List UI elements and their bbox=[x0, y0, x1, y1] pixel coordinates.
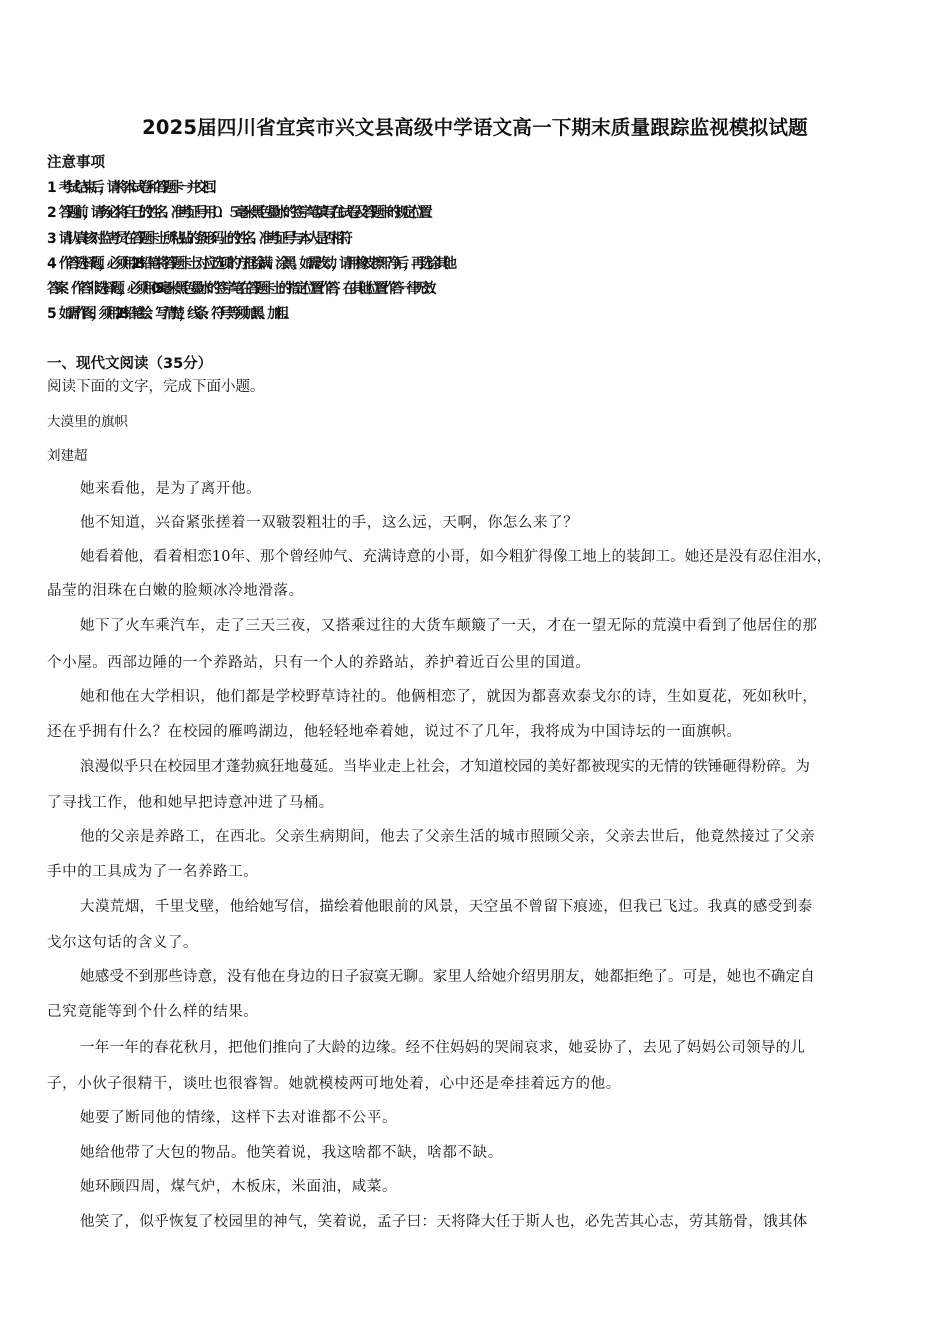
article-line: 她环顾四周，煤气炉，木板床，米面油，咸菜。 bbox=[80, 1179, 398, 1195]
article-line: 大漠荒烟，千里戈壁，他给她写信，描绘着他眼前的风景，天空虽不曾留下痕迹，但我已飞过。我真的感受到泰 bbox=[80, 899, 813, 915]
article-line: 了寻找工作，他和她早把诗意冲进了马桶。 bbox=[47, 795, 334, 811]
article-line: 他笑了，似乎恢复了校园里的神气，笑着说，孟子曰：天将降大任于斯人也，必先苦其心志，劳其筋骨，饿其体 bbox=[80, 1214, 808, 1230]
article-title: 大漠里的旗帜 bbox=[47, 414, 128, 430]
notice-heading: 注意事项 bbox=[47, 155, 105, 171]
notice-line: 4．作答选择题，必须用2B铅笔将答题卡上对应选项的方框涂满、涂黑；如需改动，请用橡皮擦干净后，再选涂其他 bbox=[47, 256, 452, 272]
article-line: 还在乎拥有什么？在校园的雁鸣湖边，他轻轻地牵着她，说过不了几年，我将成为中国诗坛的一面旗帜。 bbox=[47, 724, 742, 740]
article-line: 个小屋。西部边陲的一个养路站，只有一个人的养路站，养护着近百公里的国道。 bbox=[47, 655, 591, 671]
section-heading: 一、现代文阅读（35分） bbox=[47, 356, 213, 372]
article-line: 他不知道，兴奋紧张搓着一双皲裂粗壮的手，这么远，天啊，你怎么来了？ bbox=[80, 515, 579, 531]
page-title: 2025届四川省宜宾市兴文县高级中学语文高一下期末质量跟踪监视模拟试题 bbox=[142, 116, 808, 139]
article-line: 她和他在大学相识，他们都是学校野草诗社的。他俩相恋了，就因为都喜欢泰戈尔的诗，生如夏花，死如秋叶， bbox=[80, 689, 818, 705]
article-line: 她给他带了大包的物品。他笑着说，我这啥都不缺，啥都不缺。 bbox=[80, 1145, 503, 1161]
article-line: 子，小伙子很精干，谈吐也很睿智。她就模棱两可地处着，心中还是牵挂着远方的他。 bbox=[47, 1076, 621, 1092]
notice-line: 答案．作答非选择题，必须用05毫米黑色墨水的签字笔在答题卡上的指定位置作答，在其他位置作答一律无效． bbox=[47, 281, 439, 297]
notice-line: 2．答题前，请务必将自己的姓名、准考证号用０．５毫米黑色墨水的签字笔填写在试卷及答题卡的规定位置． bbox=[47, 205, 435, 221]
notice-line: 1．考试结束后，请将本试卷和答题卡一并交回． bbox=[47, 180, 219, 196]
reading-instruction: 阅读下面的文字，完成下面小题。 bbox=[47, 379, 265, 395]
notice-line: 5．如需作图，须用2B铅笔绘、写清楚，线条、符号等须加黑、加粗． bbox=[47, 306, 292, 322]
article-line: 她来看他，是为了离开他。 bbox=[80, 481, 262, 497]
article-line: 戈尔这句话的含义了。 bbox=[47, 935, 198, 951]
article-line: 浪漫似乎只在校园里才蓬勃疯狂地蔓延。当毕业走上社会，才知道校园的美好都被现实的无情的铁锤砸得粉碎。为 bbox=[80, 759, 810, 775]
article-line: 手中的工具成为了一名养路工。 bbox=[47, 864, 259, 880]
article-line: 她下了火车乘汽车，走了三天三夜，又搭乘过往的大货车颠簸了一天，才在一望无际的荒漠中看到了他居住的那 bbox=[80, 618, 818, 634]
article-line: 她要了断同他的情缘，这样下去对谁都不公平。 bbox=[80, 1110, 398, 1126]
article-author: 刘建超 bbox=[47, 448, 88, 464]
article-line: 一年一年的春花秋月，把他们推向了大龄的边缘。经不住妈妈的哭闹哀求，她妥协了，去见了妈妈公司领导的儿 bbox=[80, 1040, 806, 1056]
article-line: 她感受不到那些诗意，没有他在身边的日子寂寞无聊。家里人给她介绍男朋友，她都拒绝了。可是，她也不确定自 bbox=[80, 969, 815, 985]
notice-line: 3．请认真核对监考员在答题卡上所粘贴的条形码上的姓名、准考证号与本人是否相符． bbox=[47, 231, 355, 247]
article-line: 己究竟能等到个什么样的结果。 bbox=[47, 1004, 259, 1020]
article-line: 她看着他，看着相恋10年、那个曾经帅气、充满诗意的小哥，如今粗犷得像工地上的装卸工。她还是没有忍住泪水， bbox=[80, 549, 832, 565]
article-line: 晶莹的泪珠在白嫩的脸颊冰冷地滑落。 bbox=[47, 583, 304, 599]
article-line: 他的父亲是养路工，在西北。父亲生病期间，他去了父亲生活的城市照顾父亲，父亲去世后，他竟然接过了父亲 bbox=[80, 829, 815, 845]
